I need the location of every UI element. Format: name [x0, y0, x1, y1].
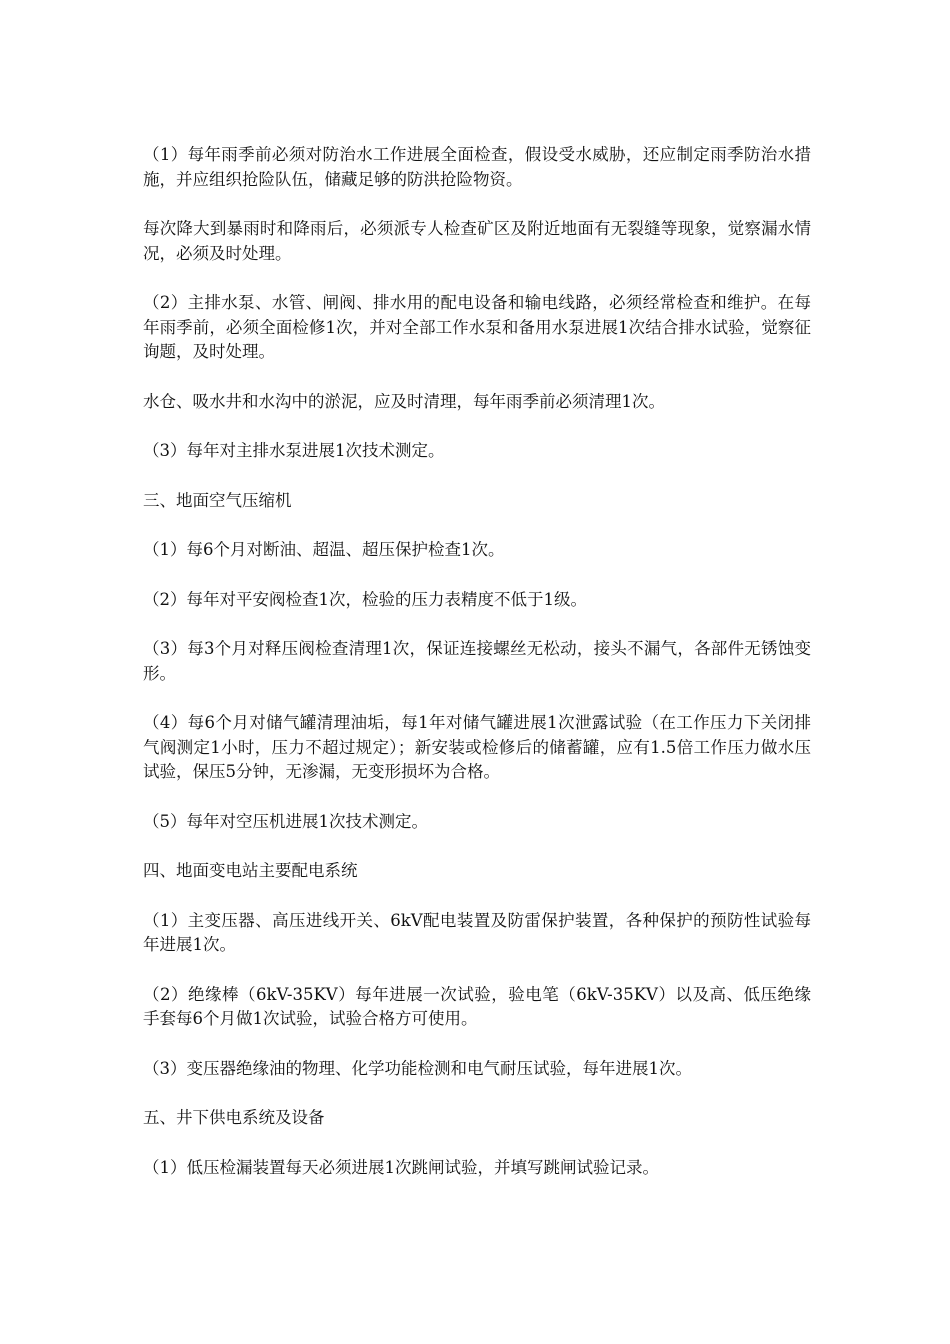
paragraph-compressor-protection-check: （1）每6个月对断油、超温、超压保护检查1次。 — [143, 540, 505, 559]
document-body — [143, 143, 811, 1205]
paragraph-main-pump-maintenance: （2）主排水泵、水管、闸阀、排水用的配电设备和输电线路，必须经常检查和维护。在每年雨季前，必须全面检修1次，并对全部工作水泵和备用水泵进展1次结合排水试验，觉察征询题，及时处理。 — [143, 293, 811, 361]
paragraph-insulation-tools-test: （2）绝缘棒（6kV-35KV）每年进展一次试验，验电笔（6kV-35KV）以及高、低压绝缘手套每6个月做1次试验，试验合格方可使用。 — [143, 984, 811, 1028]
paragraph-insulating-oil-test: （3）变压器绝缘油的物理、化学功能检测和电气耐压试验，每年进展1次。 — [143, 1058, 692, 1078]
paragraph-pump-technical-test: （3）每年对主排水泵进展1次技术测定。 — [143, 441, 445, 460]
paragraph-sump-cleaning: 水仓、吸水井和水沟中的淤泥，应及时清理，每年雨季前必须清理1次。 — [143, 391, 665, 411]
paragraph-air-tank-test: （4）每6个月对储气罐清理油垢，每1年对储气罐进展1次泄露试验（在工作压力下关闭排气阀测定1小时，压力不超过规定）；新安装或检修后的储蓄罐，应有1.5倍工作压力做水压试验，保压5分钟，无渗漏，无变形损坏为合格。 — [143, 713, 811, 781]
paragraph-rainy-season-inspection: （1）每年雨季前必须对防治水工作进展全面检查，假设受水威胁，还应制定雨季防治水措施，并应组织抢险队伍，储藏足够的防洪抢险物资。 — [143, 145, 811, 189]
section-heading-underground-power: 五、井下供电系统及设备 — [143, 1108, 325, 1127]
paragraph-transformer-preventive-test: （1）主变压器、高压进线开关、6kV配电装置及防雷保护装置，各种保护的预防性试验每年进展1次。 — [143, 910, 811, 954]
paragraph-relief-valve-cleaning: （3）每3个月对释压阀检查清理1次，保证连接螺丝无松动，接头不漏气，各部件无锈蚀变形。 — [143, 639, 811, 683]
section-heading-substation: 四、地面变电站主要配电系统 — [143, 861, 358, 880]
paragraph-rainstorm-check: 每次降大到暴雨时和降雨后，必须派专人检查矿区及附近地面有无裂缝等现象，觉察漏水情况，必须及时处理。 — [143, 219, 811, 263]
paragraph-safety-valve-check: （2）每年对平安阀检查1次，检验的压力表精度不低于1级。 — [143, 589, 587, 609]
paragraph-compressor-technical-test: （5）每年对空压机进展1次技术测定。 — [143, 811, 428, 831]
paragraph-leakage-trip-test: （1）低压检漏装置每天必须进展1次跳闸试验，并填写跳闸试验记录。 — [143, 1157, 659, 1177]
section-heading-air-compressor: 三、地面空气压缩机 — [143, 490, 292, 510]
